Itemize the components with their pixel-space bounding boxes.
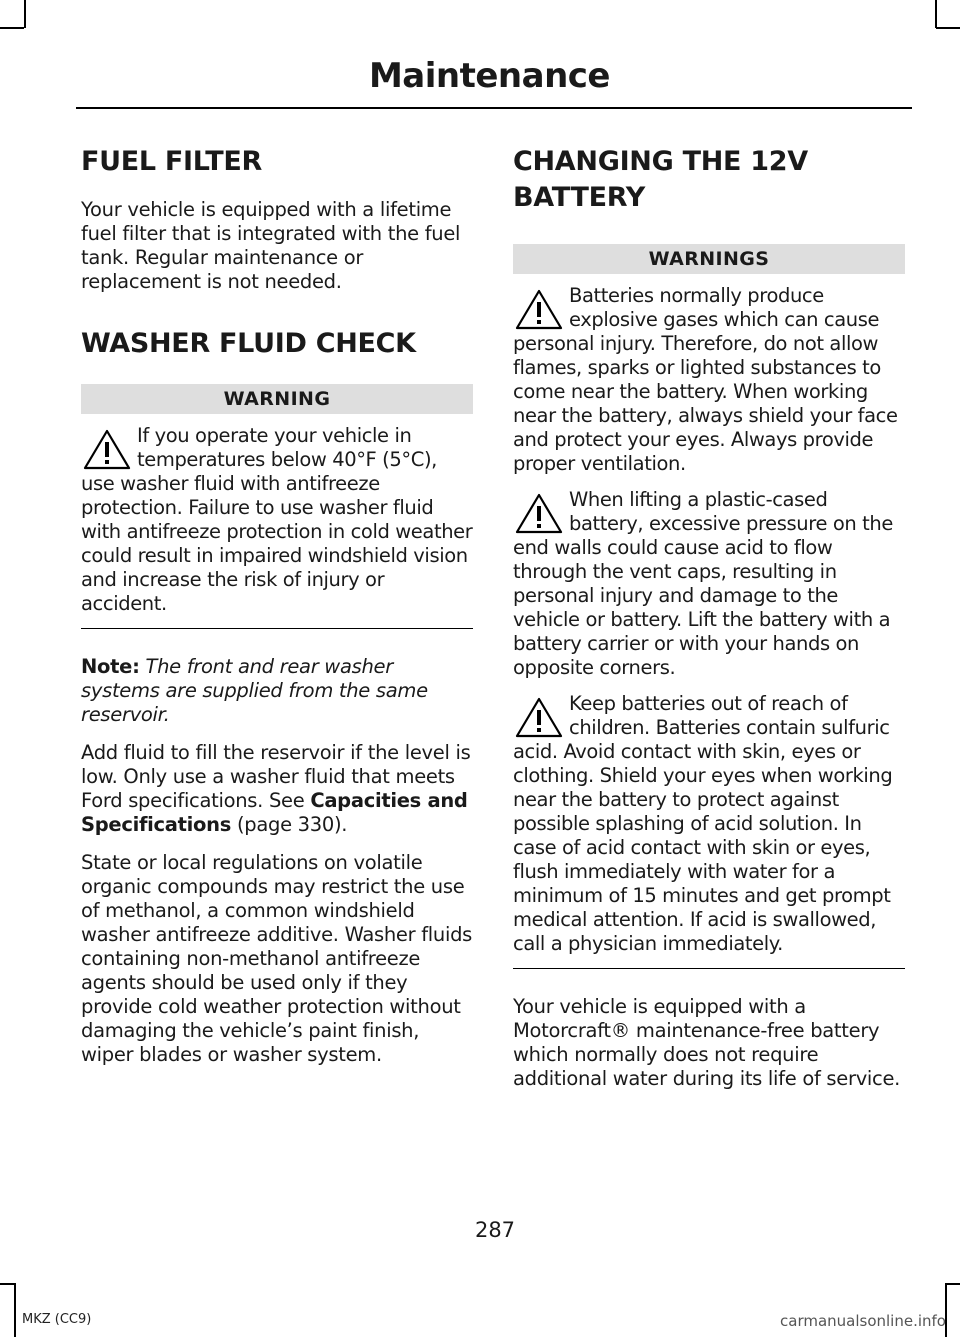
battery-warning-3-text: Keep batteries out of reach of children. Batteries contain sulfuric acid. Avoid contact with skin, eyes or clothing. Shield your eyes when working near the battery to protect against possible splashing of acid solution. In case of acid contact with skin or eyes, flush immediately with water for a minimum of 15 minutes and get prompt medical attention. If acid is swallowed, call a physician immediately.: [513, 692, 893, 955]
warning-divider: [81, 628, 473, 629]
warnings-banner: WARNINGS: [513, 244, 905, 274]
washer-note: [81, 655, 473, 727]
warning-divider: [513, 968, 905, 969]
left-column: [81, 146, 473, 1081]
crop-mark: [946, 1283, 960, 1285]
washer-warning: [81, 424, 473, 616]
crop-mark: [24, 0, 26, 28]
section-title: Maintenance: [368, 56, 610, 96]
battery-heading-line2: BATTERY: [513, 182, 646, 213]
crop-mark: [936, 27, 960, 29]
note-label: Note:: [81, 655, 140, 678]
battery-warning-1-text: Batteries normally produce explosive gases which can cause personal injury. Therefore, do not allow flames, sparks or lighted substances to come near the battery. When working near the battery, always shield your face and protect your eyes. Always provide proper ventilation.: [513, 284, 898, 475]
battery-warning-2-text: When lifting a plastic-cased battery, excessive pressure on the end walls could cause acid to flow through the vent caps, resulting in personal injury and damage to the vehicle or battery. Lift the battery with a battery carrier or with your hands on opposite corners.: [513, 488, 893, 679]
washer-fill-paragraph: [81, 741, 473, 837]
washer-fluid-heading: WASHER FLUID CHECK: [81, 328, 416, 359]
washer-warning-text: If you operate your vehicle in temperatures below 40°F (5°C), use washer fluid with antifreeze protection. Failure to use washer fluid with antifreeze protection in cold weather could result in impaired windshield vision and increase the risk of injury or accident.: [81, 424, 473, 615]
warning-triangle-icon: [513, 286, 565, 332]
page-number: 287: [474, 1218, 516, 1242]
note-text: The front and rear washer systems are supplied from the same reservoir.: [81, 655, 428, 726]
crop-mark: [14, 1283, 16, 1337]
battery-body: Your vehicle is equipped with a Motorcraft® maintenance-free battery which normally does not require additional water during its life of service.: [513, 995, 901, 1090]
watermark: carmanualsonline.info: [780, 1312, 946, 1330]
xref-page: (page 330).: [231, 813, 348, 836]
warning-banner: WARNING: [81, 384, 473, 414]
battery-heading-line1: CHANGING THE 12V: [513, 146, 808, 177]
warning-triangle-icon: [81, 426, 133, 472]
fuel-filter-body: Your vehicle is equipped with a lifetime fuel filter that is integrated with the fuel tank. Regular maintenance or replacement is not needed.: [81, 198, 461, 293]
warning-triangle-icon: [513, 694, 565, 740]
crop-mark: [0, 1283, 14, 1285]
battery-warning-1: [513, 284, 905, 476]
battery-heading: [513, 146, 905, 214]
crop-mark: [0, 27, 24, 29]
battery-warning-3: [513, 692, 905, 956]
warning-triangle-icon: [513, 490, 565, 536]
fuel-filter-heading: FUEL FILTER: [81, 146, 262, 177]
capacities-link[interactable]: Capacities and Specifications: [81, 789, 468, 836]
battery-warning-2: [513, 488, 905, 680]
right-column: [513, 146, 905, 1105]
washer-fill-text: Add fluid to fill the reservoir if the level is low. Only use a washer fluid that meets Ford specifications. See: [81, 741, 471, 812]
crop-mark: [935, 0, 937, 28]
model-code: MKZ (CC9): [22, 1312, 92, 1327]
washer-regulations-paragraph: State or local regulations on volatile organic compounds may restrict the use of methanol, a common windshield washer antifreeze additive. Washer fluids containing non-methanol antifreeze agents should be used only if they provide cold weather protection without damaging the vehicle’s paint finish, wiper blades or washer system.: [81, 851, 473, 1066]
header-rule: [76, 107, 912, 109]
